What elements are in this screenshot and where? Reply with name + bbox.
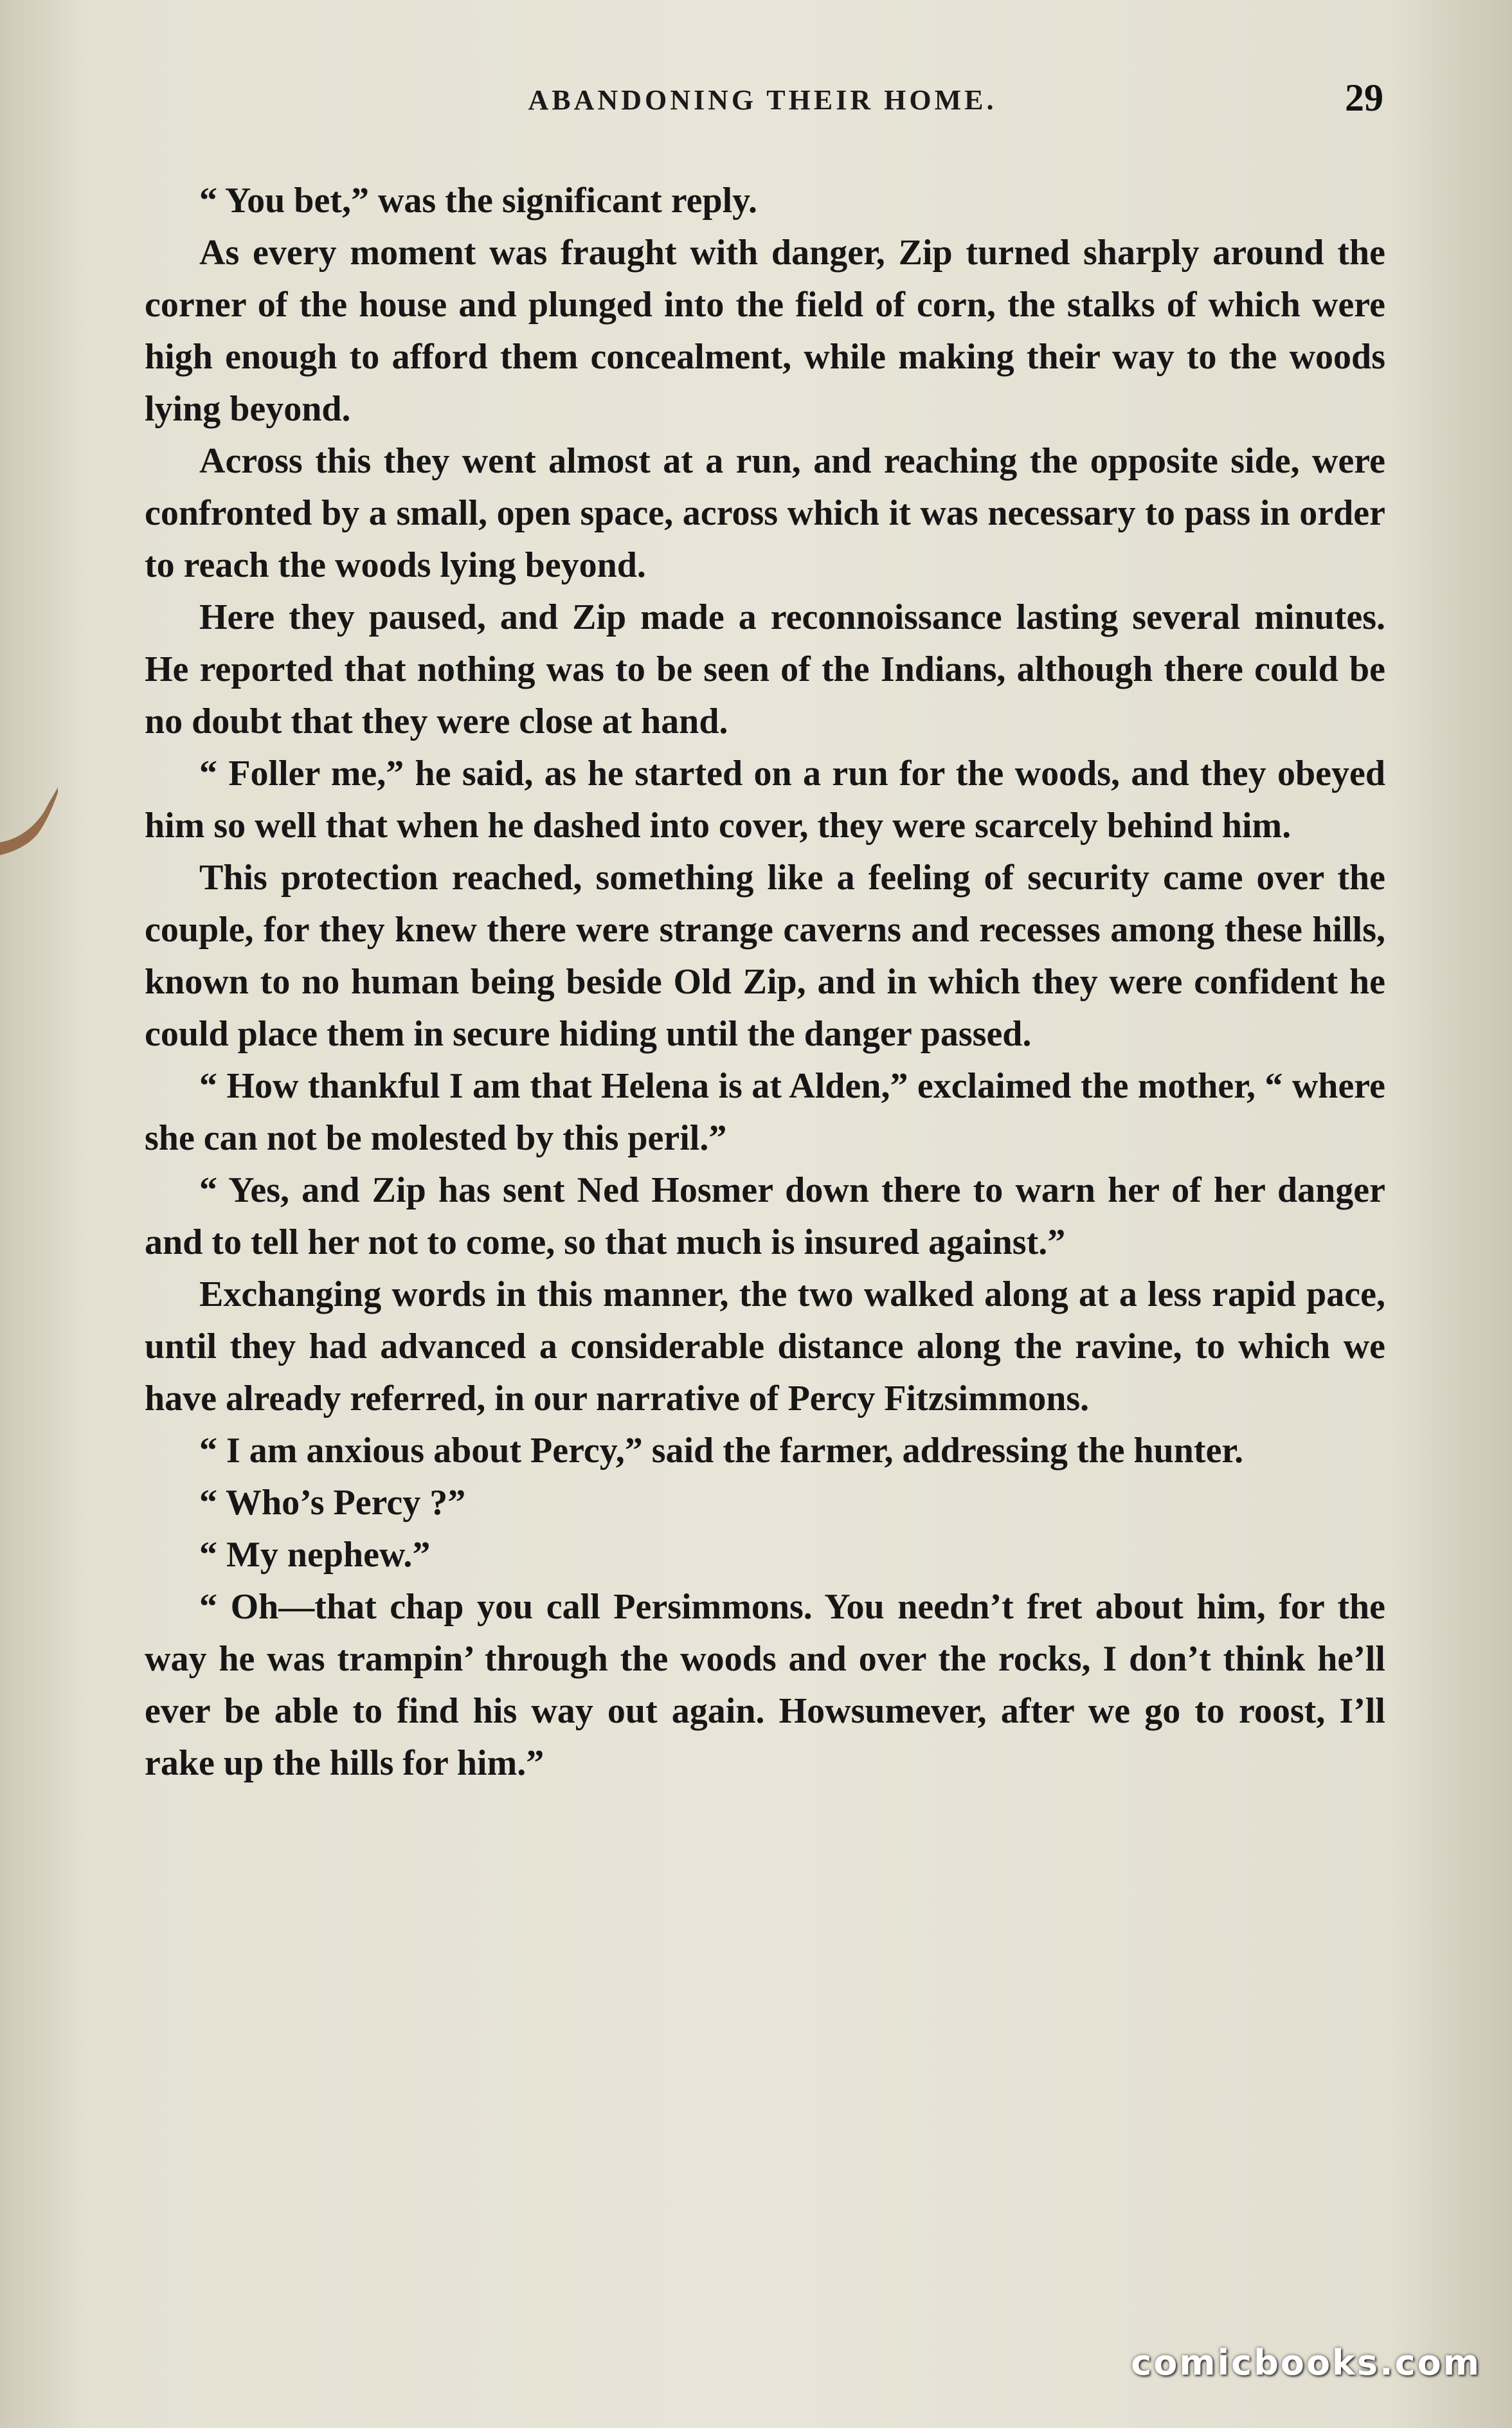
paragraph: “ I am anxious about Percy,” said the farmer, addressing the hunter. — [199, 1431, 1244, 1471]
paragraph: “ Yes, and Zip has sent Ned Hosmer down there to warn her of her danger and to tell her not to come, so that much is insured against.” — [145, 1170, 1385, 1262]
paragraph: “ Foller me,” he said, as he started on a run for the woods, and they obeyed him so well that when he dashed into cover, they were scarcely behind him. — [145, 754, 1385, 846]
page-tear-mark — [0, 759, 58, 874]
page-header — [141, 76, 1383, 127]
paragraph: As every moment was fraught with danger, Zip turned sharply around the corner of the house and plunged into the field of corn, the stalks of which were high enough to afford them concealment, while making their way to the woods lying beyond. — [145, 233, 1385, 429]
paragraph: “ How thankful I am that Helena is at Alden,” exclaimed the mother, “ where she can not be molested by this peril.” — [145, 1066, 1385, 1158]
paragraph: Exchanging words in this manner, the two walked along at a less rapid pace, until they had advanced a considerable distance along the ravine, to which we have already referred, in our narrative of Percy Fitzsimmons. — [145, 1274, 1385, 1418]
body-text — [145, 175, 1385, 1789]
paragraph: “ My nephew.” — [199, 1535, 431, 1575]
site-watermark: comicbooks.com — [1131, 2342, 1481, 2383]
running-head: ABANDONING THEIR HOME. — [528, 84, 997, 116]
paragraph: “ Who’s Percy ?” — [199, 1483, 466, 1523]
page-number: 29 — [1345, 77, 1383, 119]
paragraph: Across this they went almost at a run, and reaching the opposite side, were confronted by a small, open space, across which it was necessary to pass in order to reach the woods lying beyond. — [145, 441, 1385, 585]
paragraph: Here they paused, and Zip made a reconnoissance lasting several minutes. He reported that nothing was to be seen of the Indians, although there could be no doubt that they were close at hand. — [145, 597, 1385, 741]
paragraph: “ Oh—that chap you call Persimmons. You needn’t fret about him, for the way he was trampin’ through the woods and over the rocks, I don’t think he’ll ever be able to find his way out again. Howsumever, after we go to roost, I’ll rake up the hills for him.” — [145, 1587, 1385, 1783]
paragraph: This protection reached, something like a feeling of security came over the couple, for they knew there were strange caverns and recesses among these hills, known to no human being beside Old Zip, and in which they were confident he could place them in secure hiding until the danger passed. — [145, 858, 1385, 1054]
paragraph: “ You bet,” was the significant reply. — [199, 181, 758, 221]
